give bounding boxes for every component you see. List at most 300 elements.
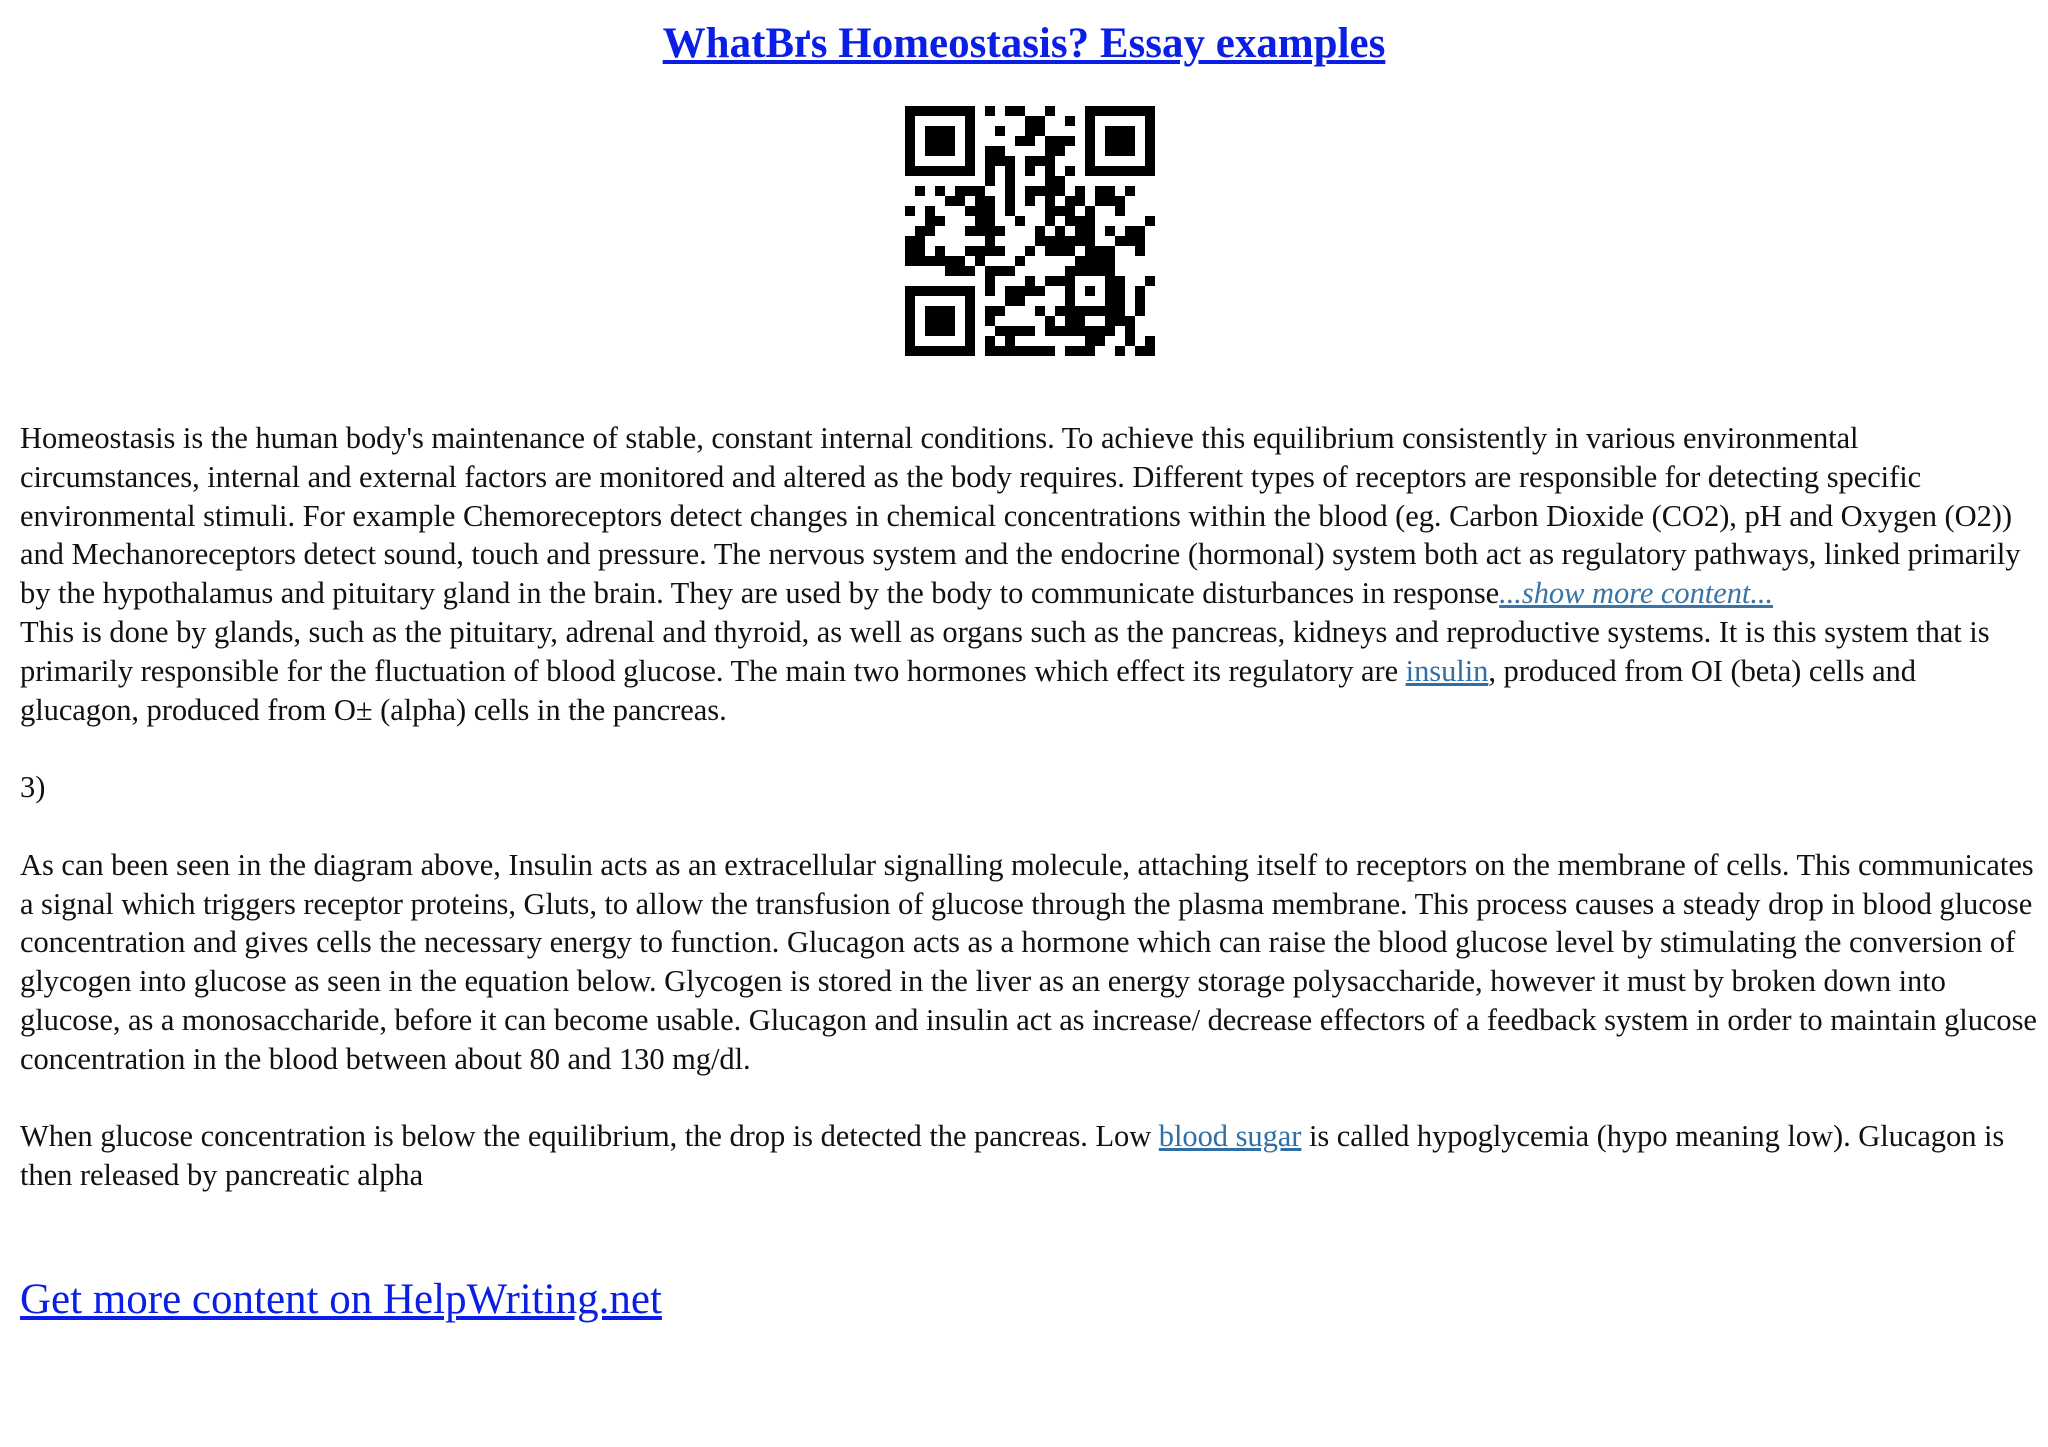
qr-module xyxy=(1145,116,1155,126)
qr-module xyxy=(1065,166,1075,176)
qr-module xyxy=(1115,346,1125,356)
qr-module xyxy=(1095,336,1105,346)
qr-module xyxy=(1085,306,1095,316)
qr-module xyxy=(1025,126,1035,136)
qr-module xyxy=(955,106,965,116)
qr-module xyxy=(1105,306,1115,316)
qr-module xyxy=(945,326,955,336)
qr-module xyxy=(905,296,915,306)
qr-module xyxy=(945,166,955,176)
qr-module xyxy=(985,246,995,256)
qr-module xyxy=(1045,196,1055,206)
qr-module xyxy=(995,156,1005,166)
qr-module xyxy=(1085,136,1095,146)
qr-module xyxy=(1045,236,1055,246)
qr-module xyxy=(1145,156,1155,166)
qr-module xyxy=(935,346,945,356)
qr-module xyxy=(1115,146,1125,156)
qr-module xyxy=(1035,286,1045,296)
qr-module xyxy=(1115,276,1125,286)
qr-module xyxy=(1005,326,1015,336)
qr-module xyxy=(1125,226,1135,236)
qr-module xyxy=(1035,346,1045,356)
qr-module xyxy=(1085,286,1095,296)
qr-module xyxy=(1055,146,1065,156)
qr-module xyxy=(955,286,965,296)
qr-module xyxy=(905,306,915,316)
qr-module xyxy=(995,226,1005,236)
qr-module xyxy=(1085,336,1095,346)
qr-module xyxy=(1125,186,1135,196)
qr-module xyxy=(1085,146,1095,156)
qr-module xyxy=(965,106,975,116)
qr-module xyxy=(1075,326,1085,336)
qr-module xyxy=(1095,256,1105,266)
insulin-link[interactable]: insulin xyxy=(1405,653,1489,688)
qr-module xyxy=(945,146,955,156)
qr-module xyxy=(1045,156,1055,166)
qr-module xyxy=(1075,186,1085,196)
qr-module xyxy=(925,256,935,266)
qr-module xyxy=(1045,316,1055,326)
qr-module xyxy=(985,166,995,176)
qr-module xyxy=(1035,226,1045,236)
qr-module xyxy=(985,236,995,246)
qr-module xyxy=(985,176,995,186)
qr-module xyxy=(1085,116,1095,126)
qr-module xyxy=(985,216,995,226)
page-title-link[interactable]: WhatВґs Homeostasis? Essay examples xyxy=(662,20,1386,67)
qr-module xyxy=(1015,296,1025,306)
qr-module xyxy=(1065,326,1075,336)
qr-module xyxy=(1035,306,1045,316)
qr-module xyxy=(1065,236,1075,246)
qr-module xyxy=(1105,146,1115,156)
qr-module xyxy=(965,266,975,276)
qr-module xyxy=(965,296,975,306)
qr-module xyxy=(935,316,945,326)
qr-module xyxy=(1145,126,1155,136)
qr-module xyxy=(915,346,925,356)
qr-module xyxy=(1005,346,1015,356)
qr-module xyxy=(1105,266,1115,276)
qr-module xyxy=(1095,166,1105,176)
qr-module xyxy=(1065,276,1075,286)
qr-module xyxy=(905,346,915,356)
qr-module xyxy=(905,106,915,116)
paragraph-glands xyxy=(20,613,2040,729)
qr-module xyxy=(965,226,975,236)
qr-module xyxy=(915,166,925,176)
qr-module xyxy=(1025,156,1035,166)
qr-module xyxy=(1095,196,1105,206)
qr-module xyxy=(1125,136,1135,146)
qr-module xyxy=(925,166,935,176)
qr-module xyxy=(1115,206,1125,216)
qr-module xyxy=(925,346,935,356)
qr-module xyxy=(945,126,955,136)
qr-module xyxy=(1085,226,1095,236)
qr-module xyxy=(985,266,995,276)
qr-module xyxy=(1025,246,1035,256)
qr-module xyxy=(985,346,995,356)
qr-module xyxy=(945,266,955,276)
qr-module xyxy=(1085,256,1095,266)
qr-module xyxy=(935,306,945,316)
qr-module xyxy=(935,106,945,116)
qr-module xyxy=(1045,246,1055,256)
qr-module xyxy=(955,186,965,196)
qr-module xyxy=(905,236,915,246)
qr-module xyxy=(1005,166,1015,176)
qr-module xyxy=(1085,266,1095,276)
qr-module xyxy=(1025,276,1035,286)
qr-module xyxy=(1115,126,1125,136)
qr-module xyxy=(905,256,915,266)
qr-module xyxy=(905,206,915,216)
qr-module xyxy=(995,306,1005,316)
qr-module xyxy=(1055,136,1065,146)
qr-module xyxy=(945,196,955,206)
qr-module xyxy=(1075,306,1085,316)
qr-module xyxy=(985,196,995,206)
qr-module xyxy=(1045,276,1055,286)
qr-code-icon xyxy=(905,106,1155,356)
qr-module xyxy=(1115,296,1125,306)
qr-module xyxy=(995,326,1005,336)
qr-module xyxy=(1085,166,1095,176)
qr-module xyxy=(1145,216,1155,226)
qr-module xyxy=(985,286,995,296)
qr-module xyxy=(1045,186,1055,196)
qr-module xyxy=(1075,346,1085,356)
qr-module xyxy=(955,266,965,276)
qr-module xyxy=(1145,106,1155,116)
qr-module xyxy=(945,286,955,296)
qr-module xyxy=(1085,246,1095,256)
qr-module xyxy=(925,226,935,236)
qr-module xyxy=(1085,156,1095,166)
qr-module xyxy=(1025,186,1035,196)
qr-module xyxy=(965,186,975,196)
qr-module xyxy=(1015,136,1025,146)
qr-module xyxy=(1005,176,1015,186)
qr-module xyxy=(975,246,985,256)
paragraph-homeostasis xyxy=(20,419,2040,613)
qr-module xyxy=(975,256,985,266)
qr-module xyxy=(1095,186,1105,196)
qr-module xyxy=(955,256,965,266)
qr-module xyxy=(1025,196,1035,206)
qr-module xyxy=(1005,196,1015,206)
qr-module xyxy=(965,146,975,156)
qr-module xyxy=(1105,186,1115,196)
qr-module xyxy=(995,266,1005,276)
qr-module xyxy=(1095,106,1105,116)
qr-module xyxy=(1025,136,1035,146)
qr-module xyxy=(1075,316,1085,326)
qr-module xyxy=(1095,306,1105,316)
qr-module xyxy=(925,316,935,326)
qr-module xyxy=(1045,216,1055,226)
qr-module xyxy=(985,316,995,326)
qr-module xyxy=(1005,296,1015,306)
qr-module xyxy=(925,126,935,136)
qr-module xyxy=(905,246,915,256)
qr-module xyxy=(1055,176,1065,186)
qr-module xyxy=(965,286,975,296)
qr-module xyxy=(1145,336,1155,346)
qr-module xyxy=(1095,326,1105,336)
qr-module xyxy=(1005,266,1015,276)
show-more-link[interactable]: ...show more content... xyxy=(1499,576,1774,611)
qr-module xyxy=(1025,326,1035,336)
paragraph-glucose-text-end: is called hypoglycemia (hypo meaning low). Glucagon is then released by pancreatic alpha xyxy=(20,1119,2005,1193)
qr-module xyxy=(1115,236,1125,246)
qr-module xyxy=(985,206,995,216)
qr-module xyxy=(985,336,995,346)
qr-module xyxy=(905,326,915,336)
qr-module xyxy=(1045,146,1055,156)
qr-module xyxy=(1105,196,1115,206)
qr-module xyxy=(905,166,915,176)
qr-module xyxy=(1035,116,1045,126)
qr-module xyxy=(1055,186,1065,196)
qr-module xyxy=(985,226,995,236)
qr-module xyxy=(1005,286,1015,296)
qr-module xyxy=(1135,226,1145,236)
qr-module xyxy=(925,306,935,316)
qr-module xyxy=(1075,196,1085,206)
qr-module xyxy=(965,166,975,176)
qr-module xyxy=(1045,346,1055,356)
qr-module xyxy=(1115,136,1125,146)
qr-module xyxy=(1005,156,1015,166)
qr-module xyxy=(1055,206,1065,216)
qr-module xyxy=(935,286,945,296)
qr-module xyxy=(985,276,995,286)
qr-module xyxy=(975,196,985,206)
qr-module xyxy=(965,136,975,146)
qr-module xyxy=(1085,236,1095,246)
qr-module xyxy=(985,306,995,316)
qr-module xyxy=(1135,106,1145,116)
qr-module xyxy=(1065,296,1075,306)
qr-module xyxy=(1125,126,1135,136)
qr-module xyxy=(1015,346,1025,356)
qr-module xyxy=(905,286,915,296)
qr-module xyxy=(1075,226,1085,236)
qr-module xyxy=(1125,106,1135,116)
qr-module xyxy=(925,326,935,336)
qr-module xyxy=(1025,346,1035,356)
qr-module xyxy=(995,246,1005,256)
qr-module xyxy=(1065,136,1075,146)
qr-module xyxy=(1085,216,1095,226)
qr-module xyxy=(935,126,945,136)
paragraph-glucose-text-start: When glucose concentration is below the equilibrium, the drop is detected the pancreas. Low xyxy=(20,1119,1159,1154)
get-more-content-link[interactable]: Get more content on HelpWriting.net xyxy=(20,1276,662,1323)
qr-module xyxy=(1005,106,1015,116)
qr-module xyxy=(1135,306,1145,316)
qr-module xyxy=(1015,216,1025,226)
qr-module xyxy=(965,156,975,166)
qr-module xyxy=(965,116,975,126)
qr-module xyxy=(1125,166,1135,176)
qr-module xyxy=(1015,256,1025,266)
qr-module xyxy=(905,126,915,136)
qr-module xyxy=(965,126,975,136)
qr-module xyxy=(1085,126,1095,136)
paragraph-spacer xyxy=(20,1079,2040,1118)
qr-module xyxy=(915,246,925,256)
qr-module xyxy=(935,256,945,266)
qr-module xyxy=(1145,166,1155,176)
qr-module xyxy=(925,286,935,296)
qr-module xyxy=(1095,266,1105,276)
qr-module xyxy=(1105,106,1115,116)
qr-module xyxy=(935,246,945,256)
qr-module xyxy=(975,206,985,216)
qr-module xyxy=(1125,316,1135,326)
qr-module xyxy=(1045,326,1055,336)
qr-module xyxy=(1075,256,1085,266)
qr-module xyxy=(965,346,975,356)
qr-module xyxy=(915,106,925,116)
qr-module xyxy=(1045,136,1055,146)
qr-module xyxy=(1125,336,1135,346)
qr-module xyxy=(985,146,995,156)
qr-module xyxy=(1135,236,1145,246)
qr-module xyxy=(1065,266,1075,276)
qr-module xyxy=(965,306,975,316)
qr-module xyxy=(935,146,945,156)
qr-module xyxy=(1065,246,1075,256)
qr-module xyxy=(1015,286,1025,296)
qr-code-graphic xyxy=(905,106,1155,356)
qr-module xyxy=(1035,156,1045,166)
qr-module xyxy=(1035,236,1045,246)
qr-module xyxy=(935,136,945,146)
qr-module xyxy=(905,336,915,346)
qr-module xyxy=(945,346,955,356)
qr-module xyxy=(925,106,935,116)
qr-module xyxy=(1045,206,1055,216)
qr-module xyxy=(1085,106,1095,116)
qr-module xyxy=(1065,206,1075,216)
qr-module xyxy=(1075,236,1085,246)
qr-module xyxy=(905,136,915,146)
qr-module xyxy=(1045,106,1055,116)
qr-module xyxy=(955,346,965,356)
qr-module xyxy=(1025,116,1035,126)
qr-module xyxy=(935,326,945,336)
qr-module xyxy=(1135,246,1145,256)
qr-module xyxy=(1115,286,1125,296)
qr-module xyxy=(905,156,915,166)
qr-module xyxy=(1005,336,1015,346)
qr-module xyxy=(1005,206,1015,216)
blood-sugar-link[interactable]: blood sugar xyxy=(1158,1119,1302,1154)
qr-module xyxy=(935,166,945,176)
qr-module xyxy=(925,206,935,216)
qr-module xyxy=(1115,316,1125,326)
qr-module xyxy=(995,146,1005,156)
qr-module xyxy=(945,306,955,316)
qr-module xyxy=(905,146,915,156)
qr-module xyxy=(1115,306,1125,316)
qr-module xyxy=(1145,146,1155,156)
essay-body xyxy=(20,419,2040,1195)
qr-module xyxy=(1055,326,1065,336)
qr-module xyxy=(925,136,935,146)
qr-module xyxy=(1065,306,1075,316)
qr-module xyxy=(1105,286,1115,296)
paragraph-insulin: As can been seen in the diagram above, Insulin acts as an extracellular signalling molecule, attaching itself to receptors on the membrane of cells. This communicates a signal which triggers receptor proteins, Gluts, to allow the transfusion of glucose through the plasma membrane. This process causes a steady drop in blood glucose concentration and gives cells the necessary energy to function. Glucagon acts as a hormone which can raise the blood glucose level by stimulating the conversion of glycogen into glucose as seen in the equation below. Glycogen is stored in the liver as an energy storage polysaccharide, however it must by broken down into glucose, as a monosaccharide, before it can become usable. Glucagon and insulin act as increase/ decrease effectors of a feedback system in order to maintain glucose concentration in the blood between about 80 and 130 mg/dl. xyxy=(20,847,2037,1076)
qr-module xyxy=(1135,346,1145,356)
qr-module xyxy=(1055,306,1065,316)
qr-module xyxy=(1075,216,1085,226)
qr-module xyxy=(1105,316,1115,326)
qr-module xyxy=(1025,166,1035,176)
qr-module xyxy=(1065,286,1075,296)
qr-module xyxy=(1105,326,1115,336)
qr-module xyxy=(995,126,1005,136)
qr-module xyxy=(1055,276,1065,286)
qr-module xyxy=(935,186,945,196)
qr-module xyxy=(1105,126,1115,136)
paragraph-spacer xyxy=(20,729,2040,768)
qr-module xyxy=(1105,246,1115,256)
qr-module xyxy=(965,246,975,256)
qr-module xyxy=(915,256,925,266)
qr-module xyxy=(1135,166,1145,176)
qr-module xyxy=(1115,106,1125,116)
qr-module xyxy=(975,186,985,196)
qr-module xyxy=(1095,246,1105,256)
qr-module xyxy=(1065,216,1075,226)
qr-module xyxy=(1045,166,1055,176)
qr-module xyxy=(1105,256,1115,266)
qr-module xyxy=(965,206,975,216)
qr-module xyxy=(1055,246,1065,256)
qr-module xyxy=(1085,346,1095,356)
qr-module xyxy=(985,156,995,166)
paragraph-homeostasis-text: Homeostasis is the human body's maintenance of stable, constant internal conditions. To achieve this equilibrium consistently in various environmental circumstances, internal and external factors are monitored and altered as the body requires. Different types of receptors are responsible for detecting specific environmental stimuli. For example Chemoreceptors detect changes in chemical concentrations within the blood (eg. Carbon Dioxide (CO2), pH and Oxygen (O2)) and Mechanoreceptors detect sound, touch and pressure. The nervous system and the endocrine (hormonal) system both act as regulatory pathways, linked primarily by the hypothalamus and pituitary gland in the brain. They are used by the body to communicate disturbances in response xyxy=(20,421,2021,611)
qr-module xyxy=(1035,186,1045,196)
paragraph-glucose xyxy=(20,1117,2040,1195)
qr-module xyxy=(965,316,975,326)
qr-module xyxy=(915,226,925,236)
qr-module xyxy=(1005,186,1015,196)
qr-module xyxy=(1115,166,1125,176)
qr-module xyxy=(915,186,925,196)
item-number: 3) xyxy=(20,770,46,805)
paragraph-glands-text-end: , produced from ОІ (beta) cells and glucagon, produced from О± (alpha) cells in the pancreas. xyxy=(20,653,1916,727)
qr-module xyxy=(1065,316,1075,326)
qr-module xyxy=(1125,326,1135,336)
qr-module xyxy=(1135,286,1145,296)
qr-module xyxy=(1125,146,1135,156)
qr-module xyxy=(945,136,955,146)
qr-module xyxy=(1085,326,1095,336)
qr-module xyxy=(915,286,925,296)
qr-module xyxy=(935,216,945,226)
qr-module xyxy=(1105,296,1115,306)
qr-module xyxy=(1145,346,1155,356)
qr-module xyxy=(1045,176,1055,186)
qr-module xyxy=(1065,196,1075,206)
